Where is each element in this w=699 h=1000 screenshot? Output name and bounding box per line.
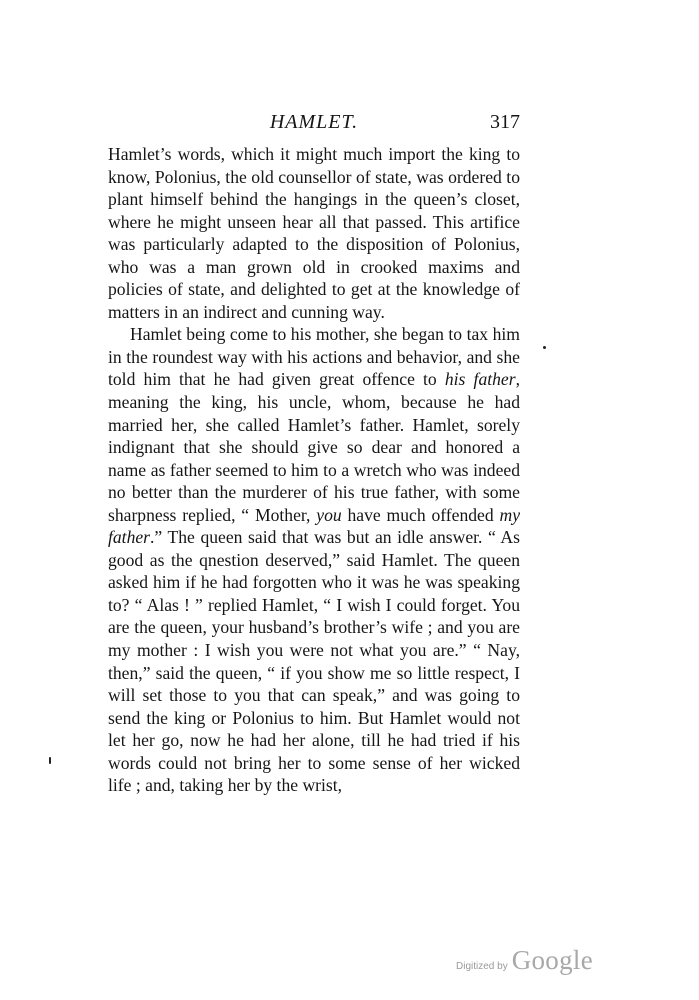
text-segment: .” The queen said that was but an idle answer. “ As good as the qnestion deserved,” said Hamlet. The queen asked him if he had forgotten who it was he was speaking to? “ Alas ! ” replied Hamlet, “ I wish I could forget. You are the queen, your husband’s brother’s wife ; and you are my mother : I wish you were not what you are.” “ Nay, then,” said the queen, “ if you show me so little respect, I will set those to you that can speak,” and was going to send the king or Polonius to him. But Hamlet would not let her go, now he had her alone, till he had tried if his words could not bring her to some sense of her wicked life ; and, taking her by the wrist, xyxy=(108,527,520,796)
text-segment: have much offended xyxy=(341,504,500,525)
stray-ink-mark xyxy=(49,757,51,764)
paragraph-1: Hamlet’s words, which it might much import the king to know, Polonius, the old counsellor of state, was ordered to plant himself behind the hangings in the queen’s closet, where he might unseen hear all that passed. This artifice was particularly adapted to the disposition of Polonius, who was a man grown old in crooked maxims and policies of state, and delighted to get at the knowledge of matters in an indirect and cunning way. xyxy=(108,144,520,322)
text-segment: Hamlet being come to his mother, she began to tax him in the roundest way with his actions and behavior, and she told him that he had given great offence to xyxy=(108,324,520,390)
digitized-watermark xyxy=(456,945,593,975)
italic-his-father: his father xyxy=(444,369,516,390)
body-text xyxy=(108,143,520,797)
text-segment: , meaning the king, his uncle, whom, because he had married her, she called Hamlet’s father. Hamlet, sorely indignant that she should give so dear and honored a name as father seemed to him to a wretch who was indeed no better than the murderer of his true father, with some sharpness replied, “ Mother, xyxy=(108,369,520,525)
italic-my-father: my father xyxy=(108,504,520,548)
paragraph-2 xyxy=(108,323,520,796)
google-logo: Google xyxy=(511,945,593,975)
stray-ink-mark xyxy=(543,346,546,349)
page-number: 317 xyxy=(490,111,520,133)
running-head xyxy=(108,108,520,138)
running-title: HAMLET. xyxy=(269,111,359,133)
digitized-label: Digitized by xyxy=(456,961,508,972)
italic-you: you xyxy=(316,504,342,525)
